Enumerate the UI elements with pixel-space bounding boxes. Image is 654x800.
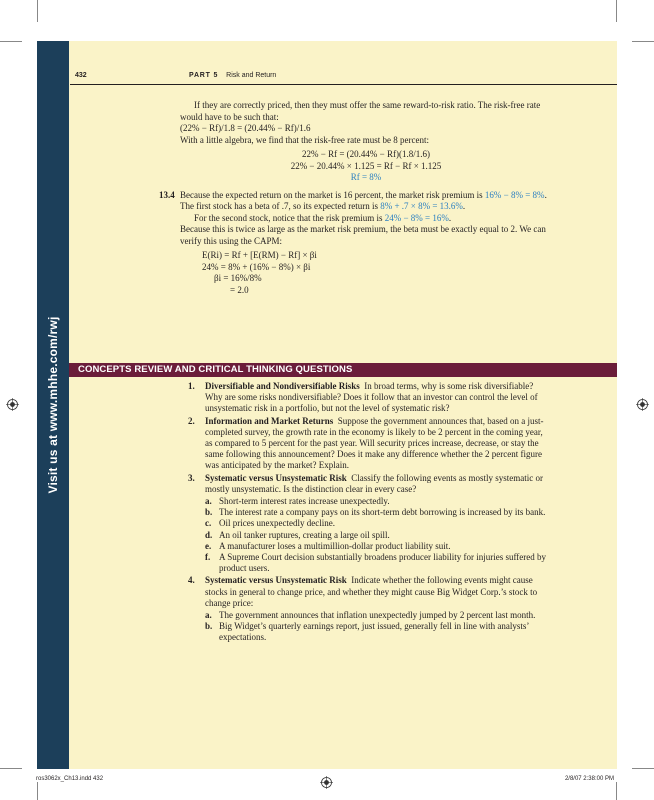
question-item: 2. Information and Market Returns Suppose the government announces that, based on a just-completed survey, the growth rate in the economy is likely to be 2 percent in the coming year, as compared to 5 percent for the past year. Will security prices increase, decrease, or stay the same following this announcement? Does it make any difference whether the 2 percent figure was anticipated by the market? Explain. bbox=[188, 415, 544, 471]
questions-list bbox=[188, 381, 551, 645]
sub-item: d. An oil tanker ruptures, creating a large oil spill. bbox=[205, 529, 390, 540]
question-item: 1. Diversifiable and Nondiversifiable Risks In broad terms, why is some risk diversifiable? Why are some risks nondiversifiable? Does it follow that an investor can control the level of unsystematic risk in a portfolio, but not the level of systematic risk? bbox=[188, 381, 538, 414]
crop-mark bbox=[632, 768, 654, 769]
sub-item: b. Big Widget’s quarterly earnings report, just issued, generally fell in line with analysts’ expectations. bbox=[205, 621, 529, 643]
question-title: Systematic versus Unsystematic Risk bbox=[205, 575, 347, 586]
question-title: Information and Market Returns bbox=[205, 415, 334, 426]
section-title: CONCEPTS REVIEW AND CRITICAL THINKING QUESTIONS bbox=[78, 364, 353, 375]
sub-item: e. A manufacturer loses a multimillion-dollar product liability suit. bbox=[205, 540, 451, 551]
crop-mark bbox=[37, 782, 38, 800]
crop-mark bbox=[616, 0, 617, 22]
sub-item: b. The interest rate a company pays on its short-term debt borrowing is increased by its bank. bbox=[205, 507, 546, 518]
registration-mark-icon bbox=[636, 398, 649, 411]
sub-item: c. Oil prices unexpectedly decline. bbox=[205, 518, 335, 529]
crop-mark bbox=[37, 0, 38, 22]
date-slug: 2/8/07 2:38:00 PM bbox=[564, 776, 614, 782]
sub-item: f. A Supreme Court decision substantially broadens producer liability for injuries suffered by product users. bbox=[205, 552, 547, 574]
question-text: Classify the following events as mostly systematic or mostly unsystematic. Is the distinction clear in every case? bbox=[205, 472, 543, 494]
capm-equations bbox=[202, 250, 552, 296]
solution-paragraph: If they are correctly priced, then they must offer the same reward-to-risk ratio. The risk-free rate would have to be such that: bbox=[180, 100, 541, 122]
registration-mark-icon bbox=[320, 776, 333, 789]
equation: 22% − Rf = (20.44% − Rf)(1.8/1.6) bbox=[302, 149, 430, 159]
equation-result: Rf = 8% bbox=[350, 172, 382, 182]
equation: βi = 16%/8% bbox=[214, 273, 262, 283]
equation: 22% − 20.44% × 1.125 = Rf − Rf × 1.125 bbox=[290, 160, 442, 171]
header-rule bbox=[70, 84, 617, 85]
crop-mark bbox=[0, 768, 22, 769]
question-title: Diversifiable and Nondiversifiable Risks bbox=[205, 381, 360, 391]
question-text: Indicate whether the following events might cause stocks in general to change price, and whether they might cause Big Widget Corp.’s stock to change price: bbox=[205, 575, 538, 608]
part-title: Risk and Return bbox=[226, 72, 277, 79]
sidebar-url-text: Visit us at www.mhhe.com/rwj bbox=[46, 316, 60, 494]
registration-mark-icon bbox=[6, 398, 19, 411]
solution-paragraph: Because this is twice as large as the market risk premium, the beta must be exactly equal to 2. We can verify this using the CAPM: bbox=[180, 224, 546, 246]
question-item: 4. Systematic versus Unsystematic Risk Indicate whether the following events might cause stocks in general to change price, and whether they might cause Big Widget Corp.’s stock to change price: a. The government announces that inflation unexpectedly jumped by 2 percent last month. b. Big Widget’s quarterly earnings report, just issued, generally fell in line with analysts’ expectations. bbox=[205, 575, 551, 643]
question-title: Systematic versus Unsystematic Risk bbox=[205, 472, 347, 483]
crop-mark bbox=[616, 782, 617, 800]
answer-number: 13.4 bbox=[159, 189, 175, 200]
part-label: PART 5 bbox=[189, 72, 219, 79]
question-text: In broad terms, why is some risk diversifiable? Why are some risks nondiversifiable? Does it follow that an investor can control the level of unsystematic risk in a portfolio, but not the level of systematic risk? bbox=[205, 381, 538, 414]
section-banner bbox=[69, 363, 617, 377]
equation: E(Ri) = Rf + [E(RM) − Rf] × βi bbox=[202, 250, 317, 260]
solution-paragraph: Because the expected return on the market is 16 percent, the market risk premium is 16% − 8% = 8%. The first stock has a beta of .7, so its expected return is 8% + .7 × 8% = 13.6%. bbox=[180, 189, 547, 211]
running-title bbox=[189, 72, 276, 79]
solution-text bbox=[159, 100, 552, 296]
sub-items bbox=[205, 610, 551, 644]
equation: 24% = 8% + (16% − 8%) × βi bbox=[202, 261, 311, 272]
sub-items bbox=[205, 496, 551, 574]
solution-paragraph: With a little algebra, we find that the risk-free rate must be 8 percent: bbox=[180, 134, 430, 145]
equation: = 2.0 bbox=[230, 284, 249, 295]
question-item: 3. Systematic versus Unsystematic Risk Classify the following events as mostly systematic or mostly unsystematic. Is the distinction clear in every case? a. Short-term interest rates increase unexpectedly. b. The interest rate a company pays on its short-term debt borrowing is increased by its bank. c. Oil prices unexpectedly decline. d. An oil tanker ruptures, creating a large oil spill. e. A manufacturer loses a multimillion-dollar product liability suit. f. A Supreme Court decision substantially broadens producer liability for injuries suffered by product users. bbox=[205, 473, 551, 575]
question-text: Suppose the government announces that, based on a just-completed survey, the growth rate in the economy is likely to be 2 percent in the coming year, as compared to 5 percent for the past year. Will security prices increase, decrease, or stay the same following this announcement? Does it make any difference whether the 2 percent figure was anticipated by the market? Explain. bbox=[205, 415, 544, 471]
crop-mark bbox=[632, 41, 654, 42]
crop-mark bbox=[0, 41, 22, 42]
equation: (22% − Rf)/1.8 = (20.44% − Rf)/1.6 bbox=[180, 123, 311, 133]
equation-block bbox=[180, 149, 552, 184]
page-number: 432 bbox=[75, 72, 87, 79]
solution-paragraph: For the second stock, notice that the risk premium is 24% − 8% = 16%. bbox=[194, 212, 452, 223]
file-slug: ros3062x_Ch13.indd 432 bbox=[36, 776, 104, 782]
sub-item: a. The government announces that inflation unexpectedly jumped by 2 percent last month. bbox=[205, 610, 536, 621]
sub-item: a. Short-term interest rates increase unexpectedly. bbox=[205, 496, 390, 507]
answer-13-4 bbox=[159, 189, 552, 297]
